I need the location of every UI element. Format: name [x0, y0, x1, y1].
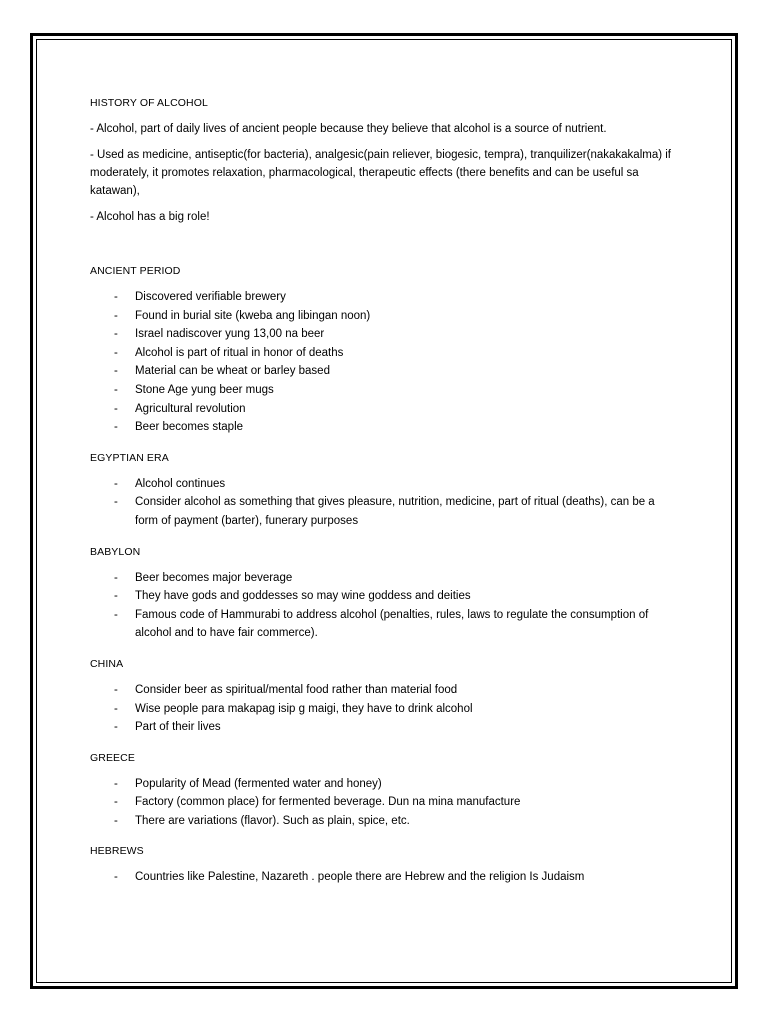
list-item-text: Alcohol is part of ritual in honor of deaths: [135, 346, 344, 359]
spacer: [90, 737, 680, 749]
spacer: [90, 280, 680, 288]
list-item: [90, 700, 680, 719]
list-item-text: Stone Age yung beer mugs: [135, 383, 274, 396]
bullet-marker: -: [114, 871, 118, 884]
bullet-list: [90, 681, 680, 737]
list-item: [90, 775, 680, 794]
section-heading: EGYPTIAN ERA: [90, 451, 169, 464]
bullet-marker: -: [114, 291, 118, 303]
list-item: [90, 362, 680, 381]
list-item-text: Beer becomes major beverage: [135, 571, 293, 584]
bullet-list: [90, 475, 680, 531]
bullet-marker: -: [114, 477, 118, 490]
list-item: [90, 344, 680, 363]
bullet-list: [90, 569, 680, 643]
list-item-text: They have gods and goddesses so may wine goddess and deities: [135, 590, 471, 603]
list-item-text: Israel nadiscover yung 13,00 na beer: [135, 328, 325, 341]
list-item-text: Agricultural revolution: [135, 402, 246, 415]
intro-paragraph-3: - Alcohol has a big role!: [90, 211, 210, 223]
bullet-marker: -: [114, 721, 118, 734]
bullet-marker: -: [114, 328, 118, 341]
spacer: [90, 437, 680, 449]
list-item-text: Popularity of Mead (fermented water and honey): [135, 777, 382, 790]
list-item: [90, 606, 680, 643]
section-heading: GREECE: [90, 751, 135, 764]
bullet-marker: -: [114, 608, 118, 621]
list-item-text: Factory (common place) for fermented beverage. Dun na mina manufacture: [135, 796, 521, 809]
bullet-list: [90, 775, 680, 831]
list-item: [90, 793, 680, 812]
list-item-text: Discovered verifiable brewery: [135, 291, 286, 303]
section-heading: ANCIENT PERIOD: [90, 265, 181, 277]
section-heading: CHINA: [90, 657, 124, 670]
list-item: [90, 493, 680, 530]
sections-container: [90, 262, 680, 899]
list-item: [90, 718, 680, 737]
bullet-marker: -: [114, 346, 118, 359]
list-item-text: Countries like Palestine, Nazareth . people there are Hebrew and the religion Is Judaism: [135, 871, 585, 884]
list-item-text: There are variations (flavor). Such as plain, spice, etc.: [135, 814, 410, 827]
bullet-marker: -: [114, 702, 118, 715]
bullet-list: [90, 288, 680, 437]
spacer: [90, 112, 680, 120]
list-item: [90, 288, 680, 307]
bullet-list: [90, 868, 680, 887]
list-item: [90, 325, 680, 344]
bullet-marker: -: [114, 683, 118, 696]
list-item: [90, 812, 680, 831]
spacer: [90, 200, 680, 208]
spacer: [90, 226, 680, 262]
list-item-text: Material can be wheat or barley based: [135, 365, 330, 378]
bullet-marker: -: [114, 365, 118, 378]
list-item: [90, 418, 680, 437]
document-title: HISTORY OF ALCOHOL: [90, 97, 208, 109]
spacer: [90, 138, 680, 146]
list-item: [90, 569, 680, 588]
bullet-marker: -: [114, 309, 118, 322]
spacer: [90, 561, 680, 569]
bullet-marker: -: [114, 590, 118, 603]
bullet-marker: -: [114, 777, 118, 790]
list-item: [90, 381, 680, 400]
section-heading: BABYLON: [90, 545, 141, 558]
intro-paragraph-1: - Alcohol, part of daily lives of ancient people because they believe that alcohol is a source of nutrient.: [90, 123, 607, 135]
list-item-text: Famous code of Hammurabi to address alcohol (penalties, rules, laws to regulate the consumption of alcohol and to have fair commerce).: [135, 608, 649, 640]
list-item-text: Beer becomes staple: [135, 421, 244, 434]
list-item: [90, 681, 680, 700]
spacer: [90, 643, 680, 655]
bullet-marker: -: [114, 796, 118, 809]
bullet-marker: -: [114, 571, 118, 584]
bullet-marker: -: [114, 814, 118, 827]
bullet-marker: -: [114, 383, 118, 396]
list-item-text: Alcohol continues: [135, 477, 226, 490]
spacer: [90, 531, 680, 543]
spacer: [90, 860, 680, 868]
intro-paragraph-2: - Used as medicine, antiseptic(for bacteria), analgesic(pain reliever, biogesic, tempra), tranquilizer(nakakakalma) if moderately, it promotes relaxation, pharmacological, therapeutic effects (there benefits and can be useful sa katawan),: [90, 149, 672, 197]
list-item: [90, 307, 680, 326]
spacer: [90, 467, 680, 475]
list-item-text: Part of their lives: [135, 721, 221, 734]
spacer: [90, 887, 680, 899]
bullet-marker: -: [114, 496, 118, 509]
list-item-text: Found in burial site (kweba ang libingan noon): [135, 309, 371, 322]
spacer: [90, 767, 680, 775]
list-item: [90, 475, 680, 494]
spacer: [90, 830, 680, 842]
list-item: [90, 868, 680, 887]
spacer: [90, 673, 680, 681]
list-item-text: Wise people para makapag isip g maigi, they have to drink alcohol: [135, 702, 473, 715]
section-heading: HEBREWS: [90, 845, 144, 858]
bullet-marker: -: [114, 402, 118, 415]
list-item: [90, 587, 680, 606]
bullet-marker: -: [114, 421, 118, 434]
list-item-text: Consider beer as spiritual/mental food rather than material food: [135, 683, 458, 696]
list-item: [90, 400, 680, 419]
list-item-text: Consider alcohol as something that gives pleasure, nutrition, medicine, part of ritual (deaths), can be a form of payment (barter), funerary purposes: [135, 496, 655, 527]
document-body: [90, 94, 680, 899]
